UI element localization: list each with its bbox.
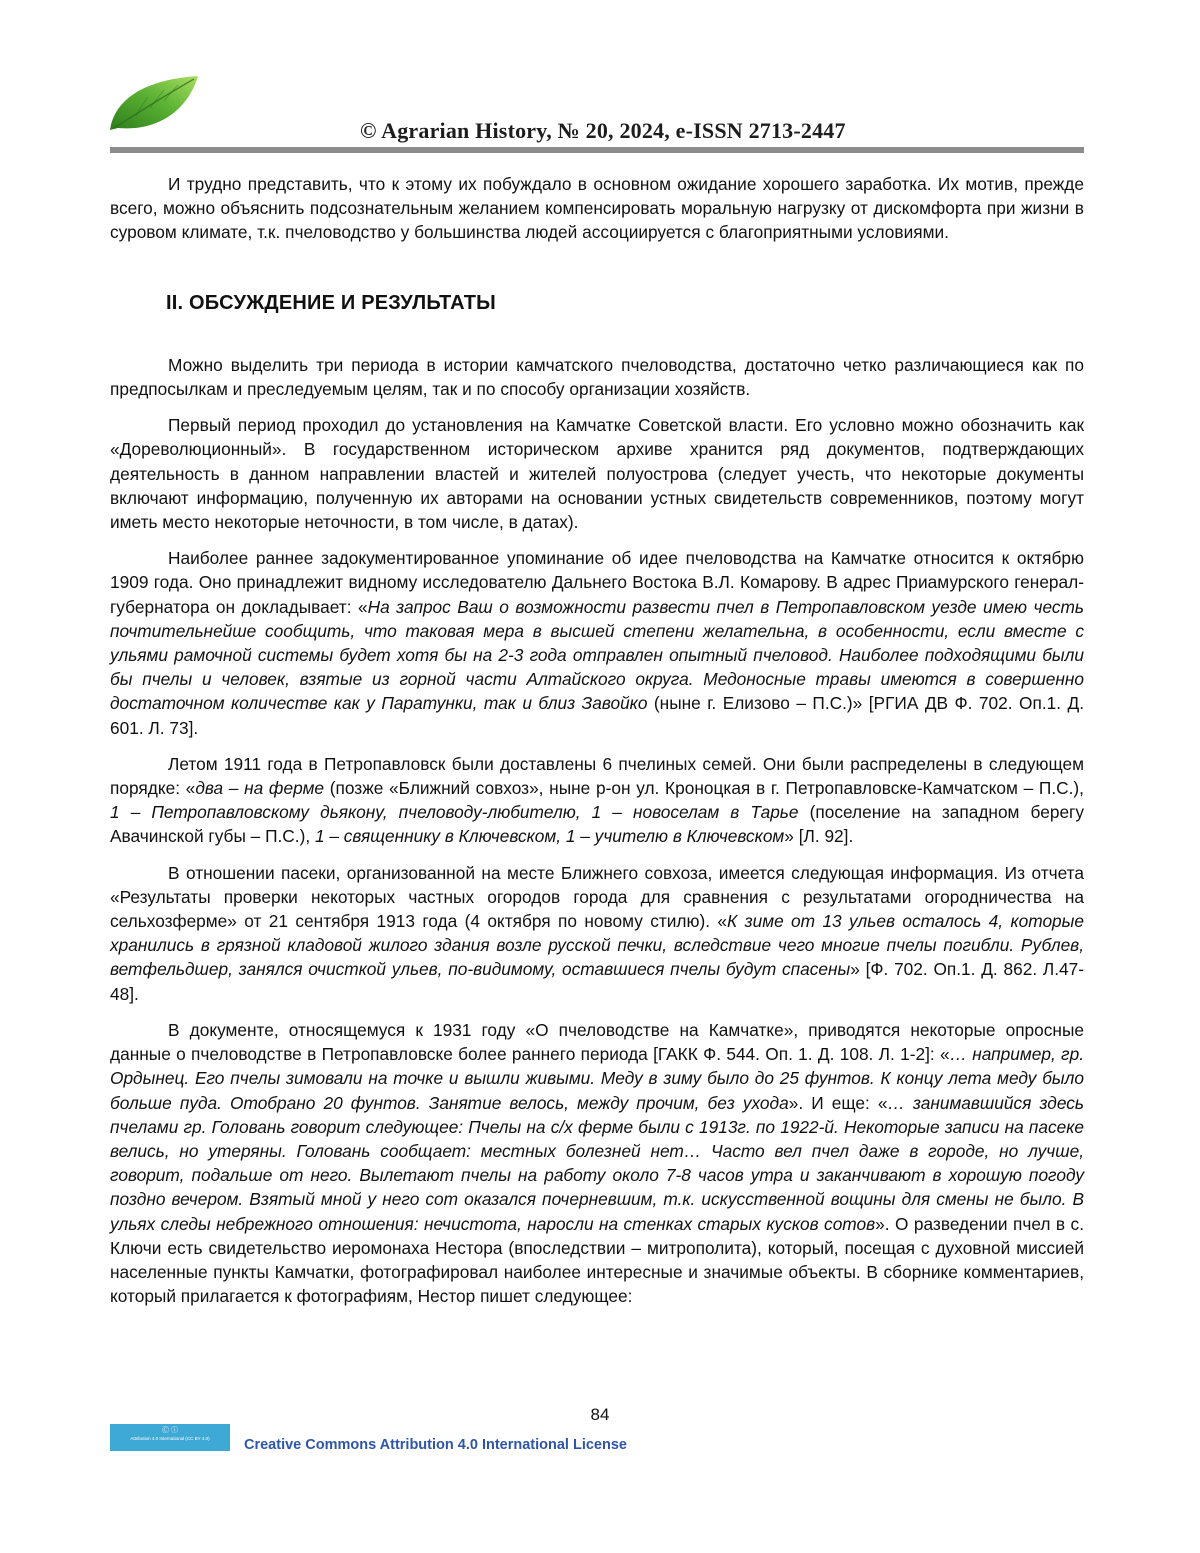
komarov-text: Наиболее раннее задокументированное упоминание об идее пчеловодства на Камчатке относится к октябрю 1909 года. Оно принадлежит видному исследователю Дальнего Востока В.Л. Комарову. В адрес Приамурского генерал-губернатора он докладывает: «: [110, 548, 1084, 617]
komarov-quote: На запрос Ваш о возможности развести пчел в Петропавловском уезде имею честь почтительнейше сообщить, что таковая мера в высшей степени желательна, в особенности, если вместе с ульями рамочной системы будет хотя бы на 2-3 года отправлен опытный пчеловод. Наиболее подходящими были бы пчелы и человек, взятые из горной части Алтайского округа. Медоносные травы имеются в совершенно достаточном количестве как у Паратунки, так и близ Завойко: [110, 596, 1084, 714]
paragraph-komarov: [110, 546, 1084, 740]
p1931-quote-b: … например, гр. Ордынец. Его пчелы зимовали на точке и вышли живыми. Меду в зиму было до 25 фунтов. К концу лета меду было больше пуда. Отобрано 20 фунтов. Занятие велось, между прочим, без ухода: [110, 1044, 1084, 1113]
leaf-logo-icon: [106, 70, 202, 136]
sovkhoz-quote: К зиме от 13 ульев осталось 4, которые хранились в грязной кладовой жилого здания возле русской печки, вследствие чего многие пчелы погибли. Рублев, ветфельдшер, занялся очисткой ульев, по-видимому, оставшиеся пчелы будут спасены: [110, 911, 1084, 980]
paragraph-sovkhoz: [110, 861, 1084, 1006]
p1911-quote-b: два – на ферме: [195, 778, 325, 799]
paragraph-intro: И трудно представить, что к этому их побуждало в основном ожидание хорошего заработка. Их мотив, прежде всего, можно объяснить подсознательным желанием компенсировать моральную нагрузку от дискомфорта при жизни в суровом климате, т.к. пчеловодство у большинства людей ассоциируется с благоприятными условиями.: [110, 174, 1084, 243]
p1931-quote-d: … занимавшийся здесь пчелами гр. Головань говорит следующее: Пчелы на с/х ферме были с 1913г. по 1922-й. Некоторые записи на пасеке велись, но утеряны. Головань сообщает: местных болезней нет… Часто вел пчел даже в городе, но лучше, говорит, подальше от него. Вылетают пчелы на работу около 7-8 часов утра и заканчивают в хорошую погоду поздно вечером. Взятый мной у него сот оказался почерневшим, т.к. искусственной вощины для смены не было. В ульях следы небрежного отношения: нечистота, наросли на стенках старых кусков сотов: [110, 1092, 1084, 1234]
p1931-text-c: ». И еще: «: [788, 1092, 888, 1113]
journal-header: © Agrarian History, № 20, 2024, e-ISSN 2713-2447: [360, 118, 846, 143]
paragraph-periods: Можно выделить три периода в истории камчатского пчеловодства, достаточно четко различающиеся как по предпосылкам и преследуемым целям, так и по способу организации хозяйств.: [110, 354, 1084, 400]
p1931-text-a: В документе, относящемуся к 1931 году «О пчеловодстве на Камчатке», приводятся некоторые опросные данные о пчеловодстве в Петропавловске более раннего периода [ГАКК Ф. 544. Оп. 1. Д. 108. Л. 1-2]: «: [110, 1019, 1084, 1065]
p1931-text-e: ». О разведении пчел в с. Ключи есть свидетельство иеромонаха Нестора (впоследствии – митрополита), который, посещая с духовной миссией населенные пункты Камчатки, фотографировал наиболее интересные и значимые объекты. В сборнике комментариев, который прилагается к фотографиям, Нестор пишет следующее:: [110, 1213, 1084, 1307]
header-divider: [110, 147, 1084, 153]
paragraph-first-period: Первый период проходил до установления на Камчатке Советской власти. Его условно можно обозначить как «Дореволюционный». В государственном историческом архиве хранится ряд документов, подтверждающих деятельность в данном направлении властей и жителей полуострова (следует учесть, что некоторые документы включают информацию, полученную их авторами на основании устных свидетельств современников, поэтому могут иметь место некоторые неточности, в том числе, в датах).: [110, 415, 1084, 533]
cc-license-badge[interactable]: [110, 1424, 230, 1451]
p1911-text-a: Летом 1911 года в Петропавловск были доставлены 6 пчелиных семей. Они были распределены в следующем порядке: «: [110, 753, 1084, 799]
cc-badge-text: Attribution 4.0 International (CC BY 4.0): [130, 1436, 210, 1441]
p1911-quote-f: 1 – священнику в Ключевском, 1 – учителю в Ключевском: [314, 826, 785, 847]
cc-by-icon: Ⓒ ⓘ: [162, 1427, 178, 1434]
paragraph-1911: [110, 752, 1084, 849]
license-link[interactable]: Creative Commons Attribution 4.0 International License: [244, 1437, 627, 1453]
sovkhoz-text: В отношении пасеки, организованной на месте Ближнего совхоза, имеется следующая информация. Из отчета «Результаты проверки некоторых частных огородов города для сравнения с результатами огородничества на сельхозферме» от 21 сентября 1913 года (4 октября по новому стилю). «: [110, 862, 1084, 932]
p1911-text-c: (позже «Ближний совхоз», ныне р-он ул. Кроноцкая в г. Петропавловске-Камчатском – П.С.),: [324, 778, 1084, 799]
p1911-quote-d: 1 – Петропавловскому дьякону, пчеловоду-любителю, 1 – новоселам в Тарье: [110, 802, 799, 823]
sovkhoz-citation: » [Ф. 702. Оп.1. Д. 862. Л.47-48].: [110, 959, 1084, 1004]
p1911-text-e: (поселение на западном берегу Авачинской губы – П.С.),: [110, 802, 1084, 847]
article-body: [110, 172, 1084, 1320]
komarov-citation: (ныне г. Елизово – П.С.)» [РГИА ДВ Ф. 702. Оп.1. Д. 601. Л. 73].: [110, 693, 1084, 738]
p1911-citation: » [Л. 92].: [784, 826, 854, 847]
paragraph-1931: [110, 1018, 1084, 1308]
section-title: II. ОБСУЖДЕНИЕ И РЕЗУЛЬТАТЫ: [166, 291, 496, 314]
page-number: 84: [590, 1405, 610, 1424]
